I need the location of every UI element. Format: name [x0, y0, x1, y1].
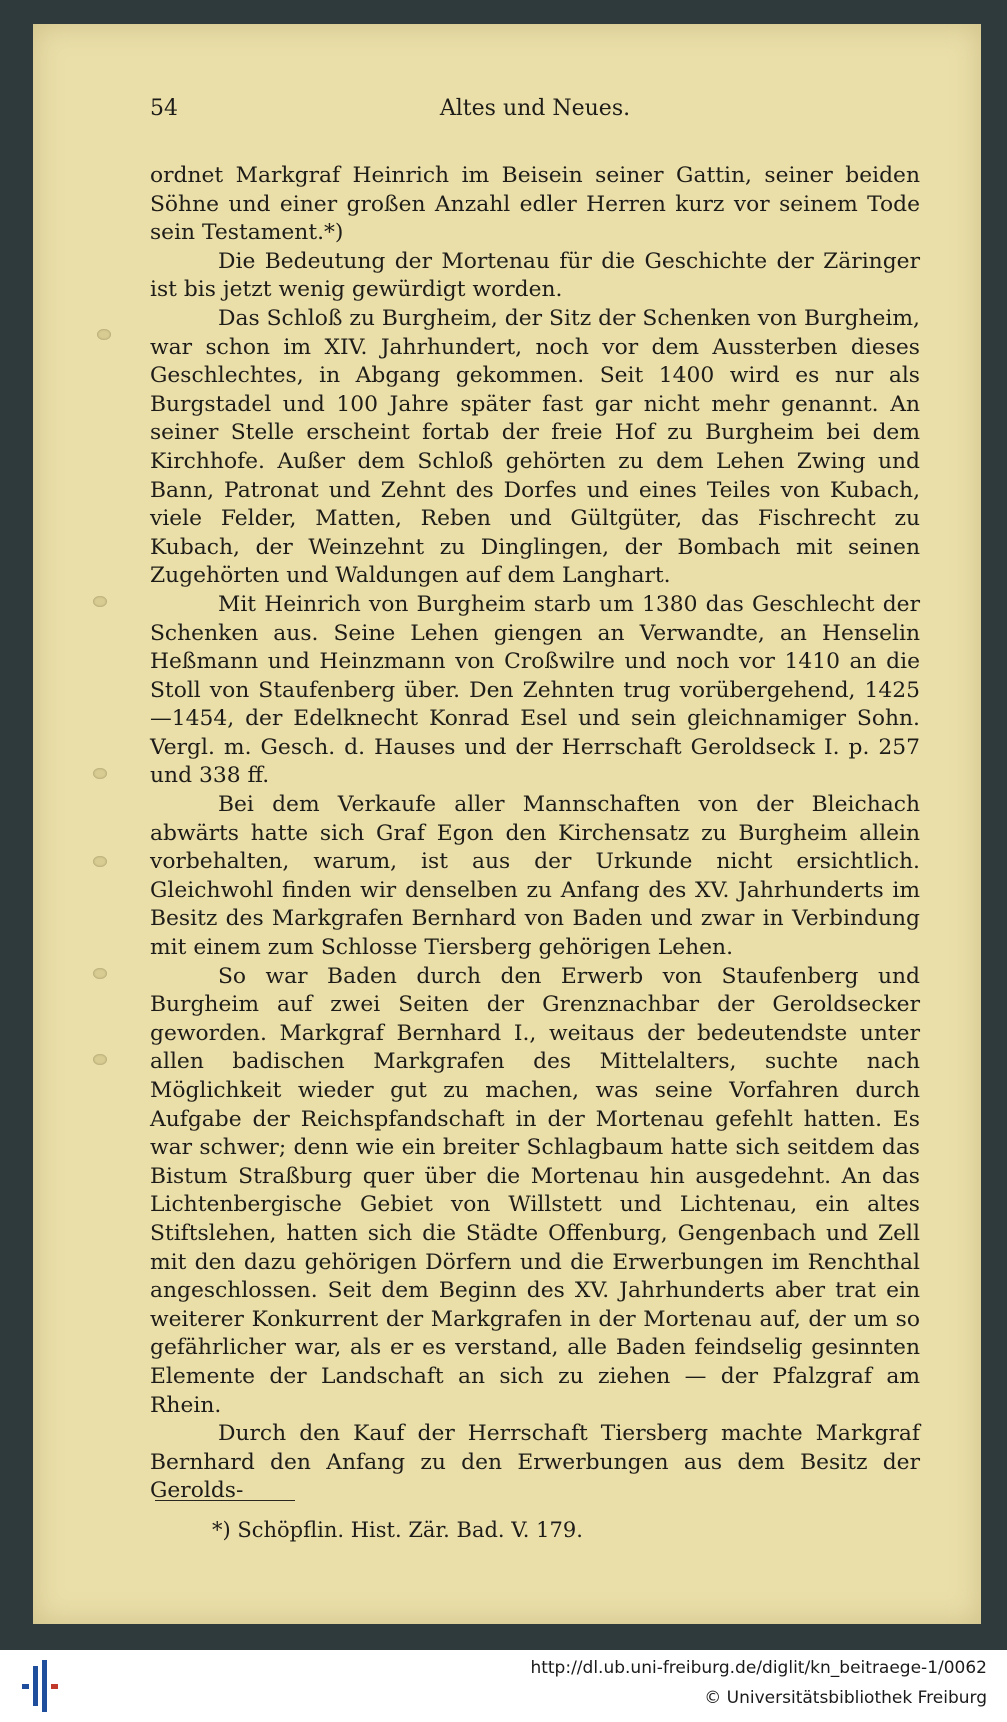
paragraph: Die Bedeutung der Mortenau für die Geschichte der Zäringer ist bis jetzt wenig gewürdigt worden.	[150, 248, 920, 303]
paragraph: Bei dem Verkaufe aller Mannschaften von der Bleichach abwärts hatte sich Graf Egon den Kirchensatz zu Burgheim allein vorbehalten, warum, ist aus der Urkunde nicht ersichtlich. Gleichwohl finden wir denselben zu Anfang des XV. Jahrhunderts im Besitz des Markgrafen Bernhard von Baden und zwar in Verbindung mit einem zum Schlosse Tiersberg gehörigen Lehen.	[150, 792, 920, 961]
paragraph: ordnet Markgraf Heinrich im Beisein seiner Gattin, seiner beiden Söhne und einer großen Anzahl edler Herren kurz vor seinem Tode sein Testament.*)	[150, 163, 920, 246]
page-number: 54	[150, 96, 178, 121]
footnote: *) Schöpflin. Hist. Zär. Bad. V. 179.	[212, 1518, 583, 1542]
punch-hole-icon	[93, 1054, 107, 1065]
punch-hole-icon	[93, 968, 107, 979]
page-header	[150, 96, 920, 136]
punch-hole-icon	[93, 596, 107, 607]
paragraph: So war Baden durch den Erwerb von Staufenberg und Burgheim auf zwei Seiten der Grenznachbar der Geroldsecker geworden. Markgraf Bernhard I., weitaus der bedeutendste unter allen badischen Markgrafen des Mittelalters, suchte nach Möglichkeit wieder gut zu machen, was seine Vorfahren durch Aufgabe der Reichspfandschaft in der Mortenau gefehlt hatten. Es war schwer; denn wie ein breiter Schlagbaum hatte sich seitdem das Bistum Straßburg quer über die Mortenau hin ausgedehnt. An das Lichtenbergische Gebiet von Willstett und Lichtenau, ein altes Stiftslehen, hatten sich die Städte Offenburg, Gengenbach und Zell mit den dazu gehörigen Dörfern und die Erwerbungen im Renchthal angeschlossen. Seit dem Beginn des XV. Jahrhunderts aber trat ein weiterer Konkurrent der Markgrafen in der Mortenau auf, der um so gefährlicher war, als er es verstand, alle Baden feindselig gesinnten Elemente der Landschaft an sich zu ziehen — der Pfalzgraf am Rhein.	[150, 963, 920, 1418]
footnote-divider	[155, 1500, 295, 1501]
paragraph: Durch den Kauf der Herrschaft Tiersberg machte Markgraf Bernhard den Anfang zu den Erwerbungen aus dem Besitz der Gerolds-	[150, 1421, 920, 1504]
running-title: Altes und Neues.	[439, 96, 631, 121]
body-text	[150, 162, 920, 1506]
punch-hole-icon	[93, 768, 107, 779]
paragraph: Das Schloß zu Burgheim, der Sitz der Schenken von Burgheim, war schon im XIV. Jahrhundert, noch vor dem Aussterben dieses Geschlechtes, in Abgang gekommen. Seit 1400 wird es nur als Burgstadel und 100 Jahre später fast gar nicht mehr genannt. An seiner Stelle erscheint fortab der freie Hof zu Burgheim bei dem Kirchhofe. Außer dem Schloß gehörten zu dem Lehen Zwing und Bann, Patronat und Zehnt des Dorfes und eines Teiles von Kubach, viele Felder, Matten, Reben und Gültgüter, das Fischrecht zu Kubach, der Weinzehnt zu Dinglingen, der Bombach mit seinen Zugehörten und Waldungen auf dem Langhart.	[150, 305, 920, 589]
copyright-notice: © Universitätsbibliothek Freiburg	[704, 1688, 987, 1708]
ub-freiburg-logo-icon	[18, 1658, 62, 1714]
footer-bar	[0, 1650, 1007, 1722]
punch-hole-icon	[93, 856, 107, 867]
punch-hole-icon	[97, 329, 111, 340]
document-url[interactable]: http://dl.ub.uni-freiburg.de/diglit/kn_beitraege-1/0062	[530, 1658, 987, 1678]
paragraph: Mit Heinrich von Burgheim starb um 1380 das Geschlecht der Schenken aus. Seine Lehen giengen an Verwandte, an Henselin Heßmann und Heinzmann von Croßwilre und noch vor 1410 an die Stoll von Staufenberg über. Den Zehnten trug vorübergehend, 1425—1454, der Edelknecht Konrad Esel und sein gleichnamiger Sohn. Vergl. m. Gesch. d. Hauses und der Herrschaft Geroldseck I. p. 257 und 338 ff.	[150, 591, 920, 789]
